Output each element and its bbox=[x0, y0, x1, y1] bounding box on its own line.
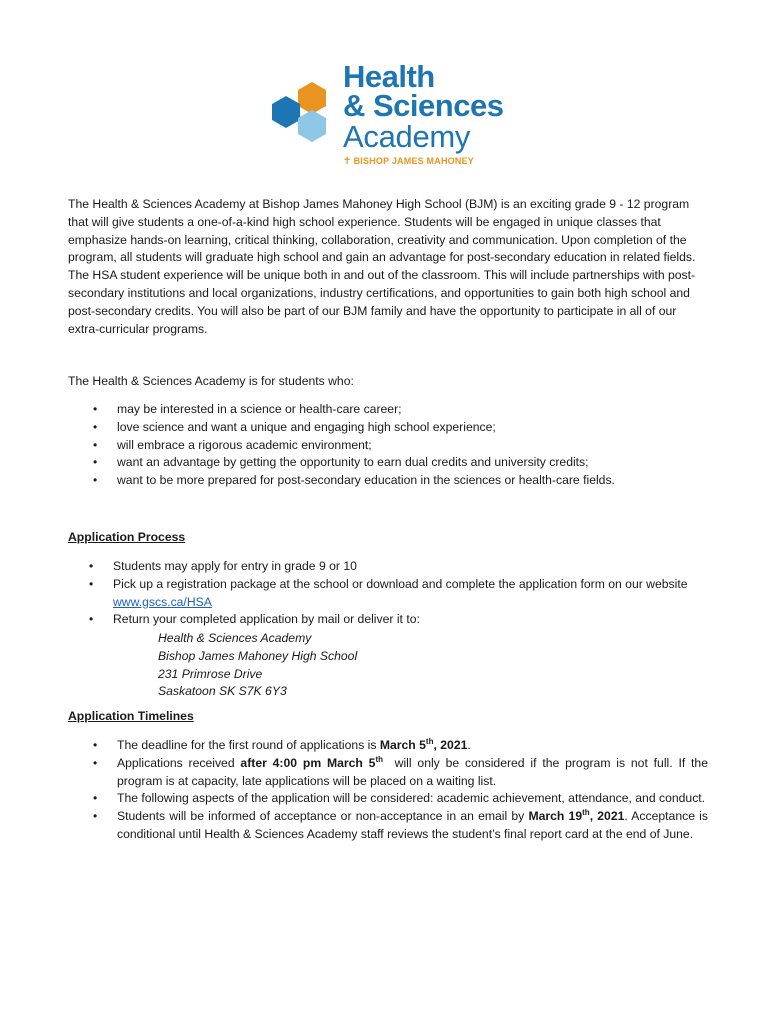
list-item bbox=[68, 576, 708, 612]
list-item-text: love science and want a unique and engaging high school experience; bbox=[117, 419, 496, 434]
ordinal-suffix: th bbox=[582, 808, 590, 818]
logo-line-health: Health bbox=[343, 59, 435, 94]
notification-date: March 19 bbox=[528, 809, 583, 824]
logo-line-sciences: & Sciences bbox=[343, 88, 504, 123]
logo-subtitle-text: BISHOP JAMES MAHONEY bbox=[353, 156, 474, 166]
address-line: Health & Sciences Academy bbox=[158, 631, 312, 645]
timelines-list bbox=[68, 736, 712, 844]
list-item bbox=[68, 401, 708, 419]
bullet-icon: • bbox=[93, 738, 98, 752]
logo-line-academy: Academy bbox=[343, 119, 471, 154]
bullet-icon: • bbox=[93, 809, 98, 824]
list-item-text: Students may apply for entry in grade 9 or 10 bbox=[113, 559, 357, 573]
bullet-icon: • bbox=[93, 455, 98, 470]
ordinal-suffix: th bbox=[375, 754, 384, 764]
bullet-icon: • bbox=[93, 419, 98, 434]
list-item bbox=[68, 472, 708, 490]
hsa-website-link[interactable]: www.gscs.ca/HSA bbox=[113, 594, 212, 609]
late-deadline: after 4:00 pm March 5 bbox=[240, 755, 376, 770]
timeline-text: The following aspects of the application will be considered: academic achievement, attendance, and conduct. bbox=[117, 791, 706, 806]
list-item bbox=[68, 454, 708, 472]
hexagon-logo-icon bbox=[268, 80, 330, 144]
academy-logo bbox=[268, 59, 508, 177]
list-item-text: Return your completed application by mail or deliver it to: bbox=[113, 612, 420, 627]
application-timelines-heading: Application Timelines bbox=[68, 709, 194, 723]
timeline-text: Applications received bbox=[117, 755, 241, 770]
list-item bbox=[68, 437, 708, 455]
list-item-text: want to be more prepared for post-secondary education in the sciences or health-care fields. bbox=[117, 473, 615, 488]
list-item bbox=[68, 808, 708, 844]
cross-icon: ✝ bbox=[343, 156, 352, 167]
list-item bbox=[68, 558, 708, 576]
logo-subtitle bbox=[343, 156, 503, 167]
bullet-icon: • bbox=[89, 612, 94, 627]
timeline-text: will only be considered if the program is not full. If the program is at capacity, late applications will be placed on a waiting list. bbox=[117, 755, 712, 788]
timeline-text: The deadline for the first round of applications is bbox=[117, 738, 380, 752]
process-list bbox=[68, 558, 708, 629]
list-item-text: want an advantage by getting the opportunity to earn dual credits and university credits; bbox=[117, 455, 589, 470]
bullet-icon: • bbox=[93, 402, 98, 416]
intro-paragraph: The Health & Sciences Academy at Bishop James Mahoney High School (BJM) is an exciting grade 9 - 12 program that will give students a one-of-a-kind high school experience. Students will be engaged in unique classes that emphasize hands-on learning, critical thinking, collaboration, creativity and communication. Upon completion of the program, all students will graduate high school and gain an advantage for post-secondary education in related fields. The HSA student experience will be unique both in and out of the classroom. This will include partnerships with post-secondary institutions and local organizations, industry certifications, and opportunities to gain both high school and post-secondary credits. You will also be part of our BJM family and have the opportunity to participate in all of our extra-curricular programs. bbox=[68, 197, 696, 336]
list-item bbox=[68, 611, 708, 629]
mailing-address bbox=[158, 630, 357, 701]
bullet-icon: • bbox=[89, 559, 94, 573]
list-item bbox=[68, 754, 712, 791]
list-item-text: Pick up a registration package at the school or download and complete the application form on our website bbox=[113, 576, 688, 591]
bullet-icon: • bbox=[93, 791, 98, 806]
timeline-text: . Acceptance is conditional until Health & Sciences Academy staff reviews the student’s final report card at the end of June. bbox=[117, 809, 708, 841]
notification-year: , 2021 bbox=[589, 809, 625, 824]
who-intro: The Health & Sciences Academy is for students who: bbox=[68, 374, 354, 388]
address-line: Bishop James Mahoney High School bbox=[158, 648, 358, 663]
timeline-text: . bbox=[467, 738, 471, 752]
who-list bbox=[68, 401, 708, 490]
timeline-text: Students will be informed of acceptance or non-acceptance in an email by bbox=[117, 809, 529, 824]
list-item-text: will embrace a rigorous academic environment; bbox=[117, 437, 372, 452]
application-process-heading: Application Process bbox=[68, 530, 186, 544]
deadline-year: , 2021 bbox=[433, 738, 468, 752]
ordinal-suffix: th bbox=[425, 736, 434, 746]
list-item bbox=[68, 790, 708, 808]
address-line: Saskatoon SK S7K 6Y3 bbox=[158, 684, 287, 699]
list-item-text: may be interested in a science or health-care career; bbox=[117, 402, 402, 416]
list-item bbox=[68, 419, 708, 437]
bullet-icon: • bbox=[93, 473, 98, 488]
bullet-icon: • bbox=[89, 576, 94, 591]
deadline-date: March 5 bbox=[379, 738, 426, 752]
list-item bbox=[68, 737, 708, 755]
bullet-icon: • bbox=[93, 755, 98, 770]
bullet-icon: • bbox=[93, 437, 98, 452]
address-line: 231 Primrose Drive bbox=[158, 666, 263, 681]
